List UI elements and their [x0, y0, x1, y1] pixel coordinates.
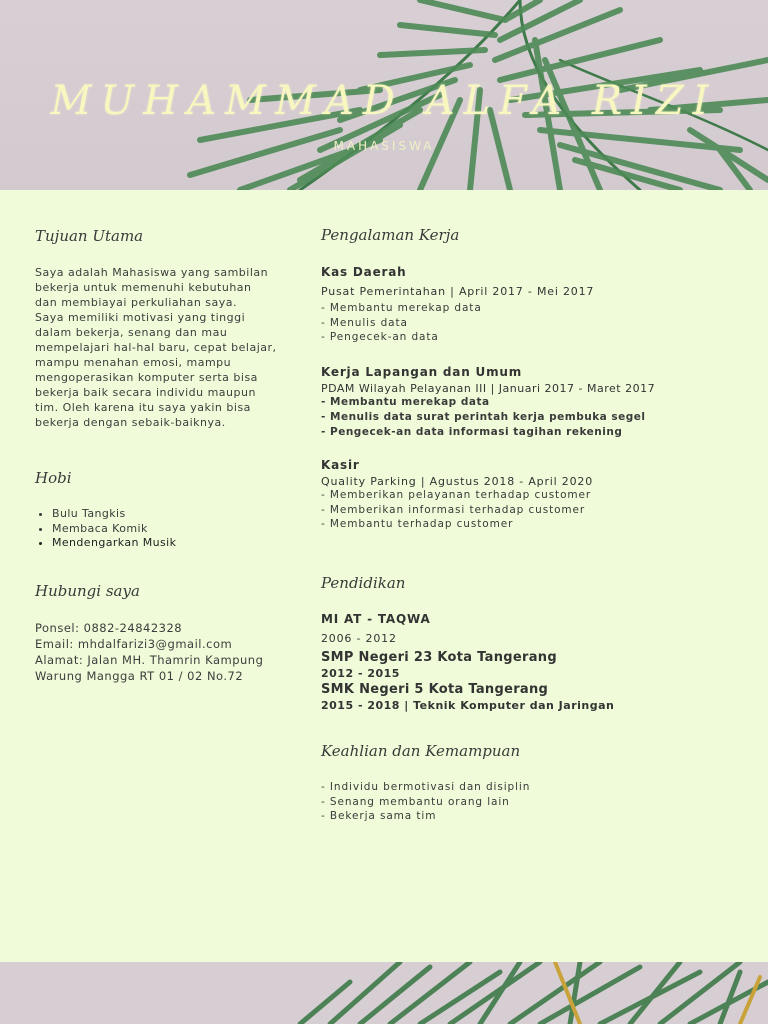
school-years: 2006 - 2012: [321, 632, 397, 645]
job-duty: - Menulis data: [321, 316, 408, 329]
palm-leaf-decoration-icon: [0, 962, 768, 1024]
skills-heading: Keahlian dan Kemampuan: [321, 742, 521, 760]
experience-heading: Pengalaman Kerja: [321, 226, 460, 244]
school-name: SMK Negeri 5 Kota Tangerang: [321, 682, 549, 697]
job-duty: - Memberikan informasi terhadap customer: [321, 503, 586, 516]
skills-list: [321, 780, 741, 824]
objective-line: Saya memiliki motivasi yang tinggi: [35, 311, 246, 324]
resume-body: [0, 190, 768, 962]
experience-section: [321, 226, 741, 244]
job-subtitle: Pusat Pemerintahan | April 2017 - Mei 2017: [321, 285, 595, 298]
email-text: Email: mhdalfarizi3@gmail.com: [35, 637, 233, 651]
skills-section: [321, 742, 741, 760]
contact-heading: Hubungi saya: [35, 582, 140, 600]
school-name: MI AT - TAQWA: [321, 612, 431, 626]
objective-line: dalam bekerja, senang dan mau: [35, 326, 228, 339]
job-duty: - Pengecek-an data informasi tagihan rekening: [321, 426, 623, 438]
school-years: 2012 - 2015: [321, 667, 400, 680]
school-years: 2015 - 2018 | Teknik Komputer dan Jaringan: [321, 699, 615, 712]
objective-line: mampu menahan emosi, mampu: [35, 356, 232, 369]
objective-text: [35, 265, 285, 430]
objective-line: bekerja baik secara individu maupun: [35, 386, 256, 399]
job-entry: [321, 265, 741, 345]
contact-details: [35, 620, 285, 684]
objective-line: Saya adalah Mahasiswa yang sambilan: [35, 266, 269, 279]
job-duty: - Memberikan pelayanan terhadap customer: [321, 489, 592, 501]
hobby-heading: Hobi: [35, 469, 72, 487]
phone-text: Ponsel: 0882-24842328: [35, 621, 183, 635]
hobby-section: [35, 469, 285, 487]
hobby-list: [35, 507, 285, 551]
job-duty: - Membantu terhadap customer: [321, 518, 514, 530]
job-title: Kerja Lapangan dan Umum: [321, 365, 523, 379]
objective-line: bekerja dengan sebaik-baiknya.: [35, 416, 226, 429]
job-duty: - Membantu merekap data: [321, 302, 482, 314]
school-name: SMP Negeri 23 Kota Tangerang: [321, 650, 557, 665]
job-duty: - Pengecek-an data: [321, 331, 439, 343]
address-text: Warung Mangga RT 01 / 02 No.72: [35, 669, 244, 683]
objective-line: mengoperasikan komputer serta bisa: [35, 371, 258, 384]
job-subtitle: Quality Parking | Agustus 2018 - April 2020: [321, 475, 593, 488]
contact-section: [35, 582, 285, 600]
objective-line: tim. Oleh karena itu saya yakin bisa: [35, 401, 251, 414]
header-banner: [0, 0, 768, 190]
person-name: MUHAMMAD ALFA RIZI: [50, 78, 718, 124]
skill-item: - Individu bermotivasi dan disiplin: [321, 781, 531, 793]
skill-item: - Senang membantu orang lain: [321, 795, 510, 808]
education-list: [321, 612, 741, 712]
skill-item: - Bekerja sama tim: [321, 810, 437, 822]
education-section: [321, 574, 741, 592]
address-text: Alamat: Jalan MH. Thamrin Kampung: [35, 653, 264, 667]
list-item: • Membaca Komik: [52, 522, 285, 537]
objective-line: dan membiayai perkuliahan saya.: [35, 296, 238, 309]
job-title: Kasir: [321, 458, 360, 472]
job-entry: [321, 458, 741, 532]
education-heading: Pendidikan: [321, 574, 406, 592]
person-title: MAHASISWA: [333, 139, 435, 153]
list-item: • Mendengarkan Musik: [52, 536, 285, 551]
job-duty: - Membantu merekap data: [321, 396, 490, 408]
job-title: Kas Daerah: [321, 265, 407, 279]
job-subtitle: PDAM Wilayah Pelayanan III | Januari 2017 - Maret 2017: [321, 382, 656, 395]
objective-line: mempelajari hal-hal baru, cepat belajar,: [35, 341, 277, 354]
list-item: • Bulu Tangkis: [52, 507, 285, 522]
footer-banner: [0, 962, 768, 1024]
job-entry: [321, 365, 761, 440]
objective-section: [35, 227, 285, 245]
objective-heading: Tujuan Utama: [35, 227, 144, 245]
job-duty: - Menulis data surat perintah kerja pembuka segel: [321, 411, 646, 423]
objective-line: bekerja untuk memenuhi kebutuhan: [35, 281, 252, 294]
